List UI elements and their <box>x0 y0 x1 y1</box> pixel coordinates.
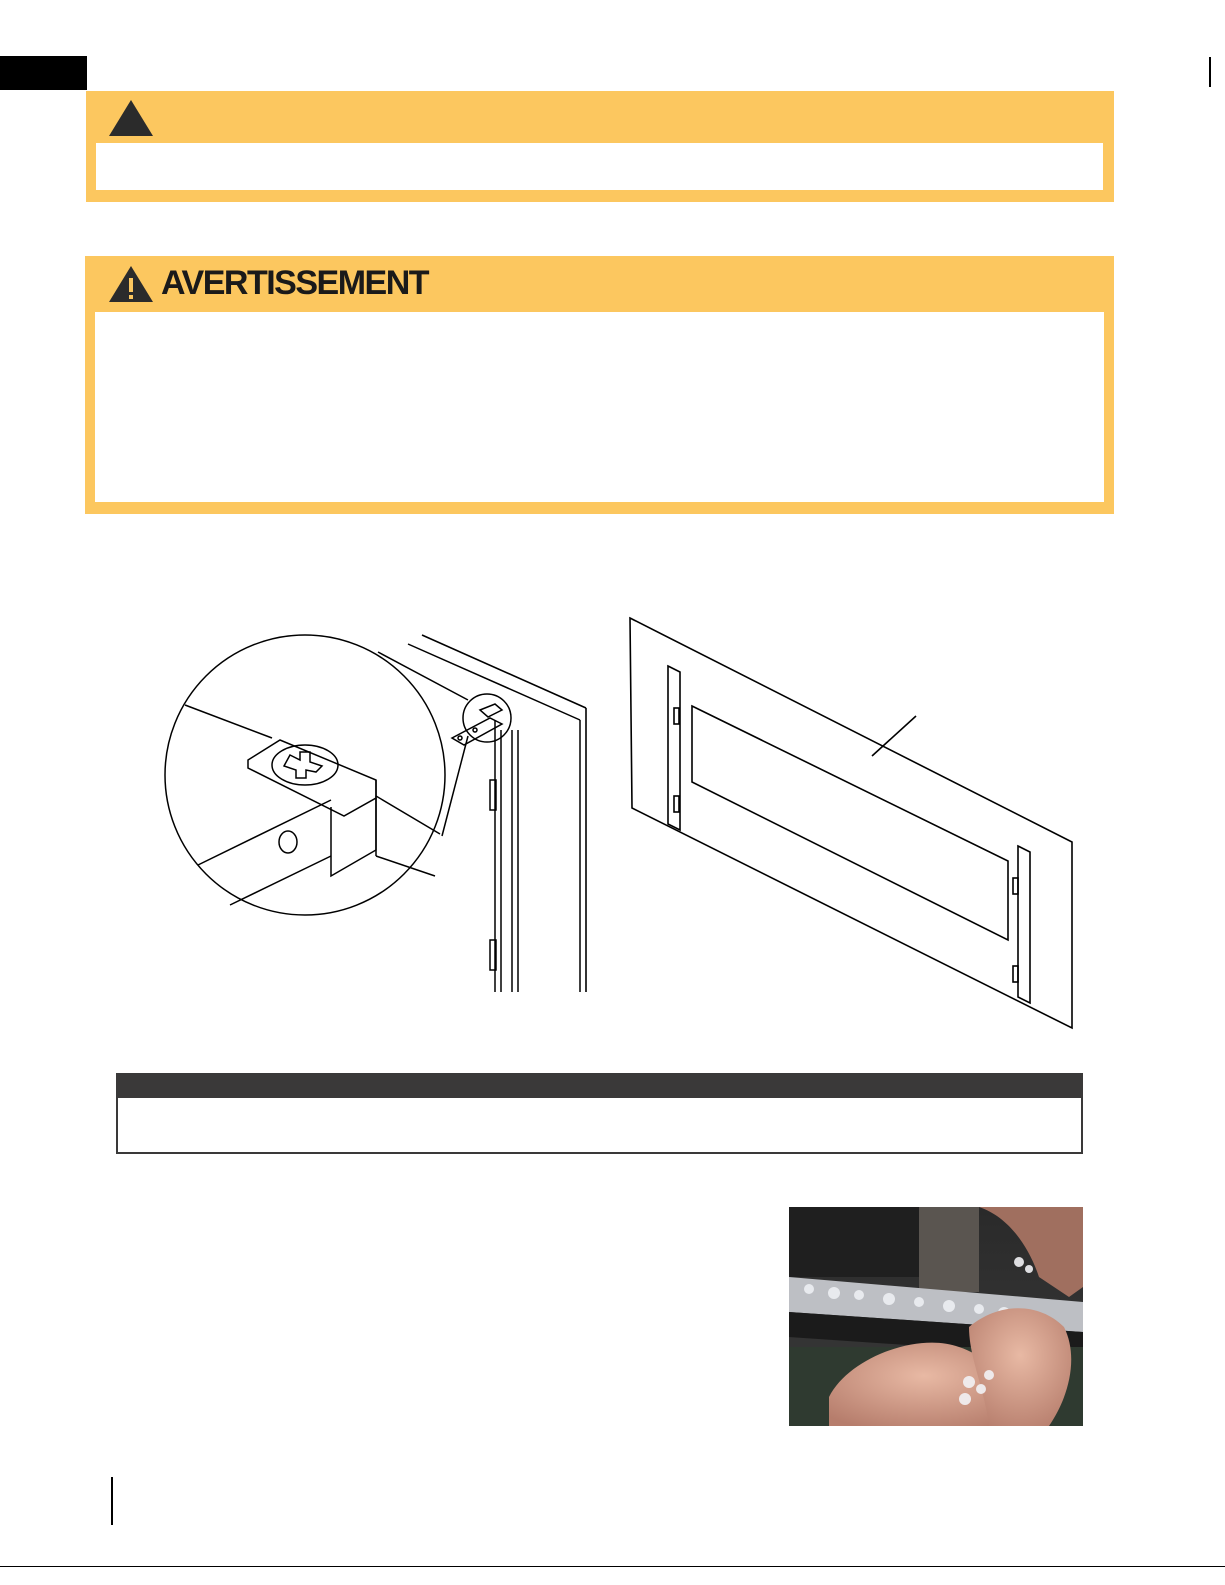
note-header-bar <box>118 1075 1081 1098</box>
hands-placing-glass-crystals-photo <box>789 1207 1083 1426</box>
page-number-rule <box>111 1477 113 1525</box>
glass-panel-brackets-diagram <box>620 610 1080 1035</box>
warning-body <box>96 143 1103 190</box>
section-tab-marker <box>0 56 87 90</box>
warning-title: AVERTISSEMENT <box>161 264 429 302</box>
bracket-screw-detail-diagram <box>150 620 600 1000</box>
note-box <box>116 1073 1083 1154</box>
warning-body <box>95 312 1104 502</box>
page-edge-mark <box>1209 57 1211 87</box>
warning-box-english <box>86 91 1114 202</box>
footer-rule <box>0 1566 1225 1567</box>
warning-triangle-icon <box>108 264 154 304</box>
warning-triangle-icon <box>108 98 154 138</box>
